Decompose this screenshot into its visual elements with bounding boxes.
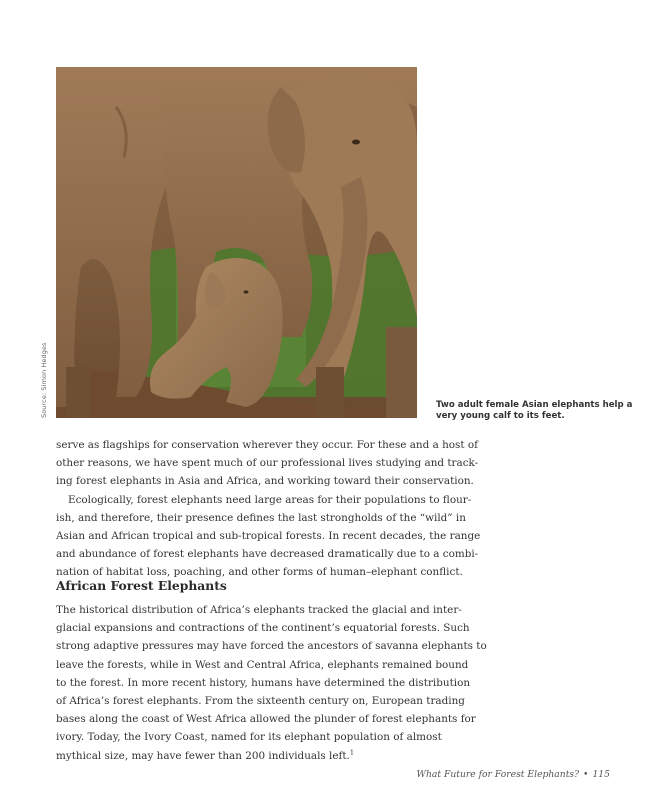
- elephant-photo: [56, 67, 417, 418]
- elephant-photo-illustration: [56, 67, 417, 418]
- paragraph-line: bases along the coast of West Africa allowed the plunder of forest elephants for: [56, 713, 476, 726]
- paragraph-line: The historical distribution of Africa’s elephants tracked the glacial and inter-: [56, 604, 462, 616]
- body-text-african: [56, 601, 487, 765]
- body-text-intro: [56, 436, 481, 582]
- paragraph-line: nation of habitat loss, poaching, and other forms of human–elephant conflict.: [56, 566, 463, 579]
- paragraph-line: Asian and African tropical and sub-tropical forests. In recent decades, the range: [56, 529, 481, 542]
- running-footer: [417, 769, 610, 780]
- paragraph-line: glacial expansions and contractions of the continent’s equatorial forests. Such: [56, 622, 470, 635]
- figure-caption: [436, 400, 633, 422]
- caption-line: very young calf to its feet.: [436, 411, 565, 421]
- photo-credit: Source: Simon Hedges: [40, 342, 48, 418]
- running-title: What Future for Forest Elephants?: [416, 769, 580, 780]
- paragraph-line: Ecologically, forest elephants need large areas for their populations to flour-: [68, 493, 472, 506]
- paragraph-line: ing forest elephants in Asia and Africa, and working toward their conservation.: [56, 475, 474, 488]
- paragraph-line: leave the forests, while in West and Central Africa, elephants remained bound: [56, 658, 469, 671]
- paragraph-line: serve as flagships for conservation wherever they occur. For these and a host of: [56, 439, 478, 451]
- paragraph-line: to the forest. In more recent history, humans have determined the distribution: [56, 676, 471, 689]
- section-heading: African Forest Elephants: [56, 578, 227, 593]
- footnote-marker[interactable]: 1: [349, 748, 354, 757]
- paragraph-line-text: mythical size, may have fewer than 200 individuals left.: [56, 749, 350, 762]
- paragraph-line: [56, 747, 418, 765]
- paragraph-line: other reasons, we have spent much of our professional lives studying and track-: [56, 457, 479, 470]
- footer-separator: •: [583, 769, 589, 780]
- page-number: 115: [592, 769, 610, 780]
- paragraph-line: ivory. Today, the Ivory Coast, named for its elephant population of almost: [56, 731, 442, 744]
- paragraph-line: of Africa’s forest elephants. From the sixteenth century on, European trading: [56, 694, 465, 707]
- caption-line: Two adult female Asian elephants help a: [436, 400, 633, 410]
- paragraph-line: and abundance of forest elephants have decreased dramatically due to a combi-: [56, 548, 479, 561]
- paragraph-line: strong adaptive pressures may have forced the ancestors of savanna elephants to: [56, 640, 487, 653]
- paragraph-line: ish, and therefore, their presence defines the last strongholds of the “wild” in: [56, 511, 466, 524]
